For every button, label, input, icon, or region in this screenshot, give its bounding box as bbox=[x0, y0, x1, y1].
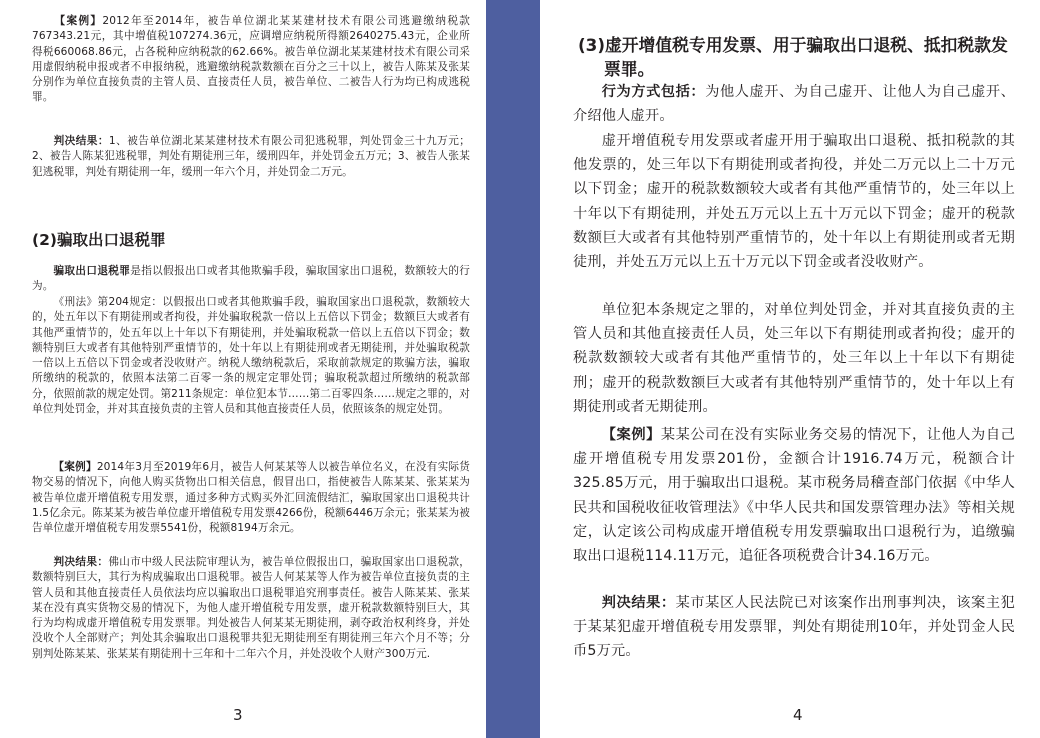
law-text: 《刑法》第204规定：以假报出口或者其他欺骗手段，骗取国家出口退税款，数额较大的，处五年以下有期徒刑或者拘役，并处骗取税款一倍以上五倍以下罚金；数额巨大或者有其他严重情节的，处五年以上十年以下有期徒刑，并处骗取税款一倍以上五倍以下罚金；数额特别巨大或者有其他特别严重情节的，处十年以上有期徒刑或者无期徒刑，并处骗取税款一倍以上五倍以下罚金或者没收财产。纳税人缴纳税款后，采取前款规定的欺骗方法，骗取所缴纳的税款的，依照本法第二百零一条的规定定罪处罚；骗取税款超过所缴纳的税款部分，依照前款的规定处罚。第211条规定：单位犯本节……第二百零四条……规定之罪的，对单位判处罚金，并对其直接负责的主管人员和其他直接责任人员，依照该条的规定处罚。 bbox=[32, 296, 470, 416]
behavior-paragraph bbox=[573, 80, 1015, 128]
verdict-2-label: 判决结果： bbox=[53, 556, 109, 568]
case-3-label: 【案例】 bbox=[601, 427, 661, 443]
behavior-text: 为他人虚开、为自己虚开、让他人为自己虚开、介绍他人虚开。 bbox=[573, 84, 1016, 125]
definition-paragraph bbox=[32, 264, 470, 295]
case-2-text: 2014年3月至2019年6月，被告人何某某等人以被告单位名义，在没有实际货物交易的情况下，向他人购买货物出口相关信息，假冒出口，指使被告人陈某某、张某某为被告单位虚开增值税专用发票，通过多种方式购买外汇回流假结汇，骗取国家出口退税共计1.5亿余元。陈某某为被告单位虚开增值税专用发票4266份，税额6446万余元；张某某为被告单位虚开增值税专用发票5541份，税额8194万余元。 bbox=[32, 461, 470, 535]
left-page bbox=[0, 0, 486, 738]
unit-penalty-text: 单位犯本条规定之罪的，对单位判处罚金，并对其直接负责的主管人员和其他直接责任人员，处三年以下有期徒刑或者拘役；虚开的税款数额较大或者有其他严重情节的，处三年以上十年以下有期徒刑；虚开的税款数额巨大或者有其他特别严重情节的，处十年以上有期徒刑或者无期徒刑。 bbox=[573, 302, 1015, 415]
verdict-3-text: 某市某区人民法院已对该案作出刑事判决，该案主犯于某某犯虚开增值税专用发票罪，判处有期徒刑10年，并处罚金人民币5万元。 bbox=[573, 595, 1015, 660]
behavior-label: 行为方式包括： bbox=[601, 84, 706, 100]
verdict-3-paragraph bbox=[573, 591, 1015, 664]
case-1-paragraph bbox=[32, 14, 470, 106]
definition-text: 是指以假报出口或者其他欺骗手段，骗取国家出口退税，数额较大的行为。 bbox=[32, 265, 470, 293]
verdict-2-text: 佛山市中级人民法院审理认为，被告单位假报出口，骗取国家出口退税款，数额特别巨大，其行为构成骗取出口退税罪。被告人何某某等人作为被告单位直接负责的主管人员和其他直接责任人员依法均应以骗取出口退税罪追究刑事责任。被告人陈某某、张某某在没有真实货物交易的情况下，为他人虚开增值税专用发票，虚开税款数额特别巨大，其行为均构成虚开增值税专用发票罪。判处被告人何某某无期徒刑，剥夺政治权利终身，并处没收个人全部财产；判处其余骗取出口退税罪共犯无期徒刑至有期徒刑三年六个月不等；分别判处陈某某、张某某有期徒刑十三年和十二年六个月，并处没收个人财产300万元. bbox=[32, 556, 471, 660]
case-2-label: 【案例】 bbox=[53, 461, 97, 473]
law-paragraph bbox=[32, 295, 470, 417]
book-spine bbox=[486, 0, 540, 738]
verdict-2-paragraph bbox=[32, 555, 470, 662]
verdict-1-text: 1、被告单位湖北某某建材技术有限公司犯逃税罪，判处罚金三十九万元；2、被告人陈某犯逃税罪，判处有期徒刑三年，缓刑四年，并处罚金五万元；3、被告人张某犯逃税罪，判处有期徒刑一年，缓刑一年六个月，并处罚金二万元。 bbox=[32, 135, 470, 178]
verdict-1-label: 判决结果： bbox=[53, 135, 109, 147]
right-page bbox=[540, 0, 1040, 738]
section-2-heading: (2)骗取出口退税罪 bbox=[32, 231, 166, 249]
verdict-1-paragraph bbox=[32, 134, 470, 180]
case-1-text: 2012年至2014年，被告单位湖北某某建材技术有限公司逃避缴纳税款767343.21元，其中增值税107274.36元，应调增应纳税所得额2640275.43元，企业所得税660068.86元，占各税种应纳税款的62.66%。被告单位湖北某某建材技术有限公司采用虚假纳税申报或者不申报纳税，逃避缴纳税款数额在百分之三十以上，被告人陈某及张某分别作为单位直接负责的主管人员、直接责任人员，被告单位、二被告人行为均已构成逃税罪。 bbox=[32, 15, 470, 104]
case-2-paragraph bbox=[32, 460, 470, 536]
page-number-4: 4 bbox=[793, 706, 803, 724]
section-3-heading: (3)虚开增值税专用发票、用于骗取出口退税、抵扣税款发票罪。 bbox=[578, 35, 1008, 79]
penalty-text: 虚开增值税专用发票或者虚开用于骗取出口退税、抵扣税款的其他发票的，处三年以下有期徒刑或者拘役，并处二万元以上二十万元以下罚金；虚开的税款数额较大或者有其他严重情节的，处三年以上十年以下有期徒刑，并处五万元以上五十万元以下罚金；虚开的税款数额巨大或者有其他特别严重情节的，处十年以上有期徒刑或者无期徒刑，并处五万元以上五十万元以下罚金或者没收财产。 bbox=[573, 133, 1015, 271]
case-3-text: 某某公司在没有实际业务交易的情况下，让他人为自己虚开增值税专用发票201份，金额合计1916.74万元，税额合计325.85万元，用于骗取出口退税。某市税务局稽查部门依据《中华人民共和国税收征收管理法》《中华人民共和国发票管理办法》等相关规定，认定该公司构成虚开增值税专用发票骗取出口退税行为，追缴骗取出口退税114.11万元，追征各项税费合计34.16万元。 bbox=[573, 427, 1015, 565]
definition-label: 骗取出口退税罪 bbox=[53, 265, 131, 277]
case-3-paragraph bbox=[573, 423, 1015, 568]
page-number-3: 3 bbox=[233, 706, 243, 724]
unit-penalty-paragraph bbox=[573, 298, 1015, 419]
verdict-3-label: 判决结果： bbox=[601, 595, 676, 611]
penalty-paragraph bbox=[573, 129, 1015, 274]
case-1-label: 【案例】 bbox=[53, 15, 103, 27]
